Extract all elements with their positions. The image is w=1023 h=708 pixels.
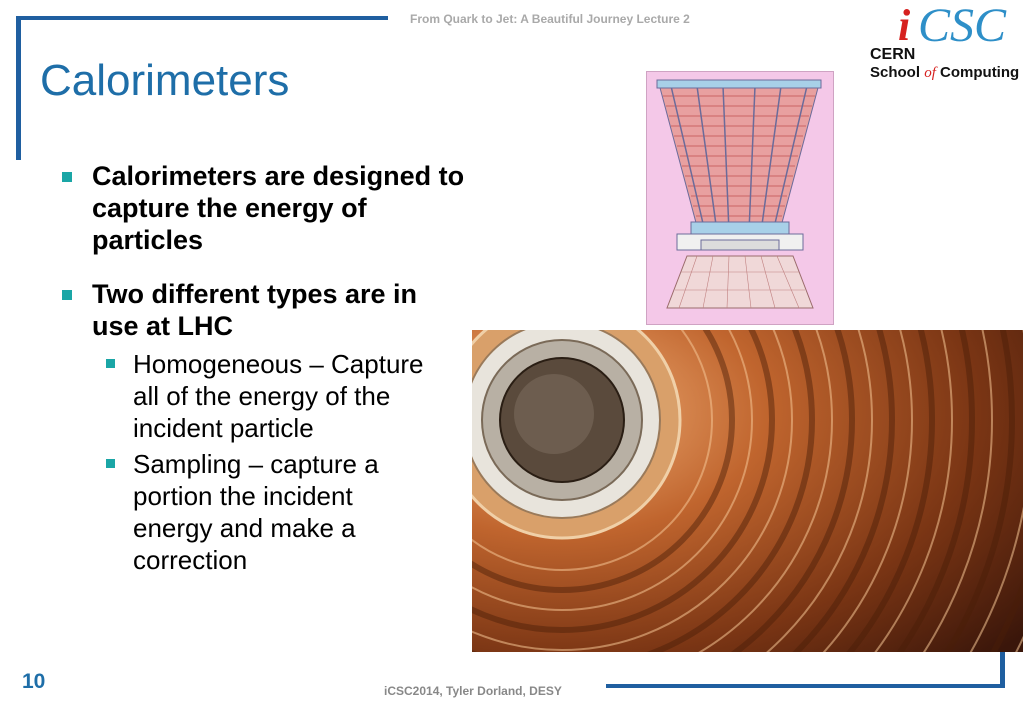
logo-csc: CSC [918,0,1007,52]
bullet-square-icon [106,459,115,468]
lecture-header: From Quark to Jet: A Beautiful Journey Lecture 2 [410,12,690,26]
subbullet-item: Homogeneous – Capture all of the energy of the incident particle [104,348,470,444]
calorimeter-diagram-image [646,71,834,325]
bullet-square-icon [62,172,72,182]
bullet-item: Calorimeters are designed to capture the energy of particles [60,160,470,256]
logo-i: i [898,1,911,50]
frame-bottom-border [606,684,1005,688]
frame-top-border [16,16,388,20]
calorimeter-photo-image [472,330,1023,652]
logo-school-line: School of Computing [870,64,1020,81]
bullet-square-icon [106,359,115,368]
page-number: 10 [22,670,46,693]
footer-credit: iCSC2014, Tyler Dorland, DESY [384,684,562,698]
icsc-logo [868,0,1020,86]
bullet-square-icon [62,290,72,300]
bullet-item: Two different types are in use at LHC [60,278,470,342]
subbullet-item: Sampling – capture a portion the incident energy and make a correction [104,448,470,576]
frame-left-border [16,16,21,160]
bullet-list [60,160,470,580]
slide-title: Calorimeters [40,56,290,105]
logo-cern: CERN [870,46,916,63]
